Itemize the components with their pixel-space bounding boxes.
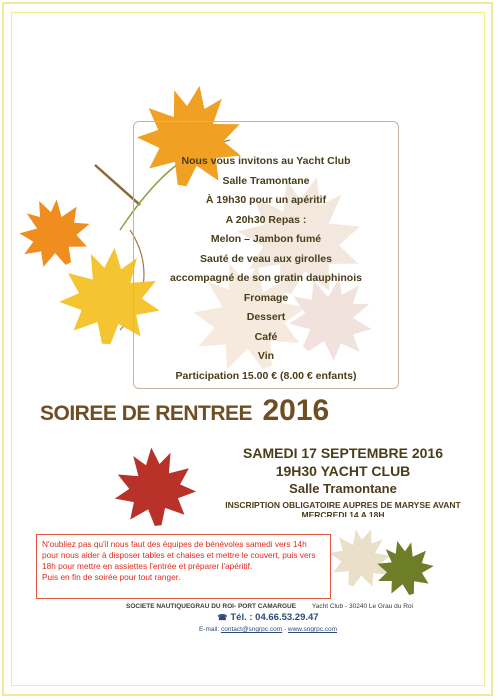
footer-phone: Tél. : 04.66.53.29.47 [230,612,319,623]
red-leaf-icon [111,444,199,529]
menu-line: accompagné de son gratin dauphinois [170,272,362,284]
footer-phone-line [118,611,418,625]
event-room: Salle Tramontane [289,481,397,496]
footer-org: SOCIETE NAUTIQUEGRAU DU ROI- PORT CAMARGUE [126,603,297,610]
menu-line: À 19h30 pour un apéritif [205,194,327,206]
menu-line: Café [254,330,278,343]
phone-icon: ☎ [217,613,228,622]
footer-contact-line [118,625,418,634]
footer-separator: - [282,626,288,633]
footer-email-label: E-mail: [198,626,220,633]
page-title [40,394,380,428]
event-time-place: 19H30 YACHT CLUB [275,463,411,479]
volunteer-notice [36,534,331,599]
menu-line: Fromage [243,291,289,304]
footer-email-link[interactable]: contact@sngrpc.com [220,626,283,633]
footer [118,602,418,634]
title-year: 2016 [262,394,330,427]
footer-website-link[interactable]: www.sngrpc.com [287,626,338,633]
pale-leaf-icon [321,519,400,597]
notice-text: N'oubliez pas qu'il nous faut des équipes de bénévoles samedi vers 14h pour nous aider à disposer tables et chaises et mettre le couvert, puis vers 18h pour mettre en assiettes l'entrée et préparer l'apéritif. [42,539,316,571]
event-inscription: INSCRIPTION OBLIGATOIRE AUPRES DE MARYSE AVANT [225,500,461,510]
menu-line: A 20h30 Repas : [225,213,307,226]
orange-leaf-icon [7,186,101,279]
menu-line: Melon – Jambon fumé [210,233,322,245]
menu-line: Salle Tramontane [222,174,310,187]
menu-line: Sauté de veau aux girolles [200,252,332,265]
menu-line: Vin [257,350,275,362]
menu-list [133,152,399,386]
event-details [208,444,478,517]
event-deadline: MERCREDI 14 A 18H [301,510,385,517]
notice-text-2: Puis en fin de soirée pour tout ranger. [42,572,181,582]
menu-line: Nous vous invitons au Yacht Club [181,155,351,167]
footer-address: Yacht Club - 30240 Le Grau du Roi [311,603,413,610]
menu-line: Dessert [246,311,286,323]
footer-org-line [118,602,418,611]
menu-line: Participation 15.00 € (8.00 € enfants) [175,369,357,382]
title-main: SOIREE DE RENTREE [40,402,253,425]
event-date: SAMEDI 17 SEPTEMBRE 2016 [243,445,443,461]
